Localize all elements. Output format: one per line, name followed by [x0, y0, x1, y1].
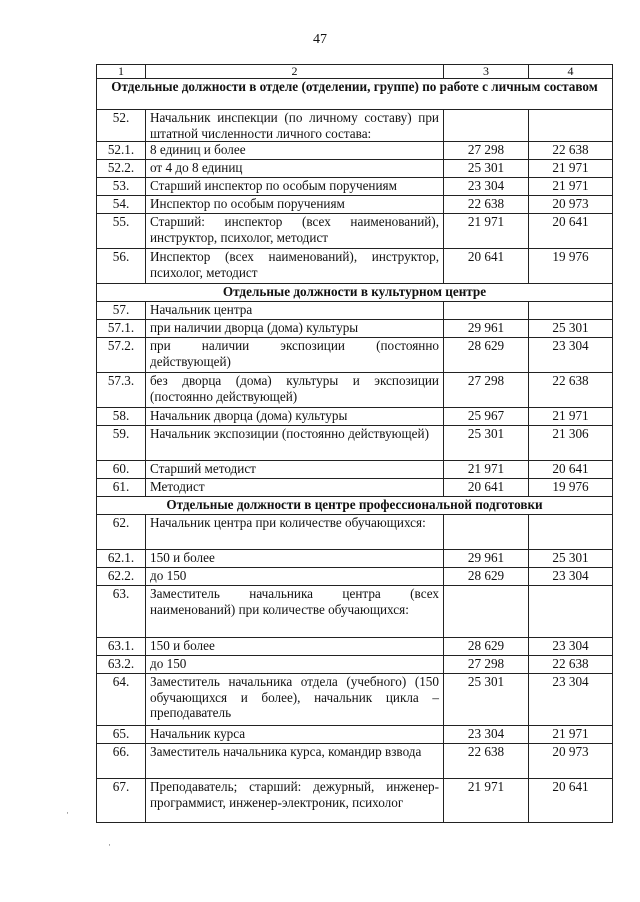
position-title: Заместитель начальника курса, командир взвода	[146, 744, 444, 779]
salary-col-3: 21 971	[444, 779, 529, 823]
salary-col-3: 28 629	[444, 568, 529, 586]
salary-col-3: 27 298	[444, 373, 529, 408]
salary-col-4: 21 971	[529, 160, 613, 178]
table-row	[97, 320, 613, 338]
row-number: 57.1.	[97, 320, 146, 338]
salary-col-3: 27 298	[444, 656, 529, 674]
salary-col-4: 21 971	[529, 178, 613, 196]
salary-col-3: 21 971	[444, 461, 529, 479]
position-title: Начальник дворца (дома) культуры	[146, 408, 444, 426]
row-number: 52.	[97, 110, 146, 142]
row-number: 64.	[97, 674, 146, 726]
position-title: Заместитель начальника центра (всех наименований) при количестве обучающихся:	[146, 586, 444, 638]
table-row	[97, 550, 613, 568]
table-row	[97, 515, 613, 550]
position-title: до 150	[146, 568, 444, 586]
position-title: Старший методист	[146, 461, 444, 479]
table-row	[97, 656, 613, 674]
page-number: 47	[313, 32, 327, 47]
table-row	[97, 461, 613, 479]
table-row	[97, 779, 613, 823]
position-title: 150 и более	[146, 550, 444, 568]
salary-col-4: 23 304	[529, 638, 613, 656]
salary-col-4: 22 638	[529, 373, 613, 408]
salary-col-3: 25 967	[444, 408, 529, 426]
row-number: 53.	[97, 178, 146, 196]
salary-col-4	[529, 302, 613, 320]
salary-col-4: 21 306	[529, 426, 613, 461]
salary-col-4: 23 304	[529, 338, 613, 373]
salary-col-3: 28 629	[444, 638, 529, 656]
row-number: 57.3.	[97, 373, 146, 408]
table-row	[97, 674, 613, 726]
position-title: без дворца (дома) культуры и экспозиции (постоянно действующей)	[146, 373, 444, 408]
row-number: 55.	[97, 214, 146, 249]
table-row	[97, 479, 613, 497]
row-number: 63.	[97, 586, 146, 638]
position-title: Начальник центра	[146, 302, 444, 320]
table-row	[97, 408, 613, 426]
salary-col-4: 20 641	[529, 461, 613, 479]
row-number: 63.1.	[97, 638, 146, 656]
salary-col-3: 23 304	[444, 726, 529, 744]
position-title: Начальник центра при количестве обучающихся:	[146, 515, 444, 550]
position-title: Преподаватель; старший: дежурный, инженер-программист, инженер-электроник, психолог	[146, 779, 444, 823]
row-number: 63.2.	[97, 656, 146, 674]
table-row	[97, 426, 613, 461]
salary-col-3: 23 304	[444, 178, 529, 196]
salary-col-3: 29 961	[444, 550, 529, 568]
position-title: Начальник экспозиции (постоянно действующей)	[146, 426, 444, 461]
salary-col-4: 25 301	[529, 550, 613, 568]
salary-col-3: 20 641	[444, 249, 529, 284]
header-col-4: 4	[529, 65, 613, 79]
salary-col-4: 19 976	[529, 249, 613, 284]
row-number: 62.	[97, 515, 146, 550]
salary-col-4: 20 973	[529, 196, 613, 214]
salary-col-4	[529, 110, 613, 142]
row-number: 60.	[97, 461, 146, 479]
table-header-row	[97, 65, 613, 79]
row-number: 52.1.	[97, 142, 146, 160]
row-number: 62.2.	[97, 568, 146, 586]
position-title: при наличии дворца (дома) культуры	[146, 320, 444, 338]
table-row	[97, 110, 613, 142]
salary-table	[96, 64, 613, 823]
table-row	[97, 638, 613, 656]
row-number: 57.	[97, 302, 146, 320]
salary-col-4: 21 971	[529, 726, 613, 744]
salary-col-4: 22 638	[529, 656, 613, 674]
position-title: Инспектор по особым поручениям	[146, 196, 444, 214]
salary-col-3: 27 298	[444, 142, 529, 160]
row-number: 62.1.	[97, 550, 146, 568]
row-number: 61.	[97, 479, 146, 497]
table-row	[97, 196, 613, 214]
position-title: Старший инспектор по особым поручениям	[146, 178, 444, 196]
position-title: 150 и более	[146, 638, 444, 656]
row-number: 56.	[97, 249, 146, 284]
salary-col-4	[529, 586, 613, 638]
row-number: 66.	[97, 744, 146, 779]
section-title: Отдельные должности в центре профессиональной подготовки	[97, 497, 613, 515]
table-row	[97, 373, 613, 408]
row-number: 54.	[97, 196, 146, 214]
position-title: Начальник инспекции (по личному составу) при штатной численности личного состава:	[146, 110, 444, 142]
row-number: 65.	[97, 726, 146, 744]
salary-col-3: 28 629	[444, 338, 529, 373]
salary-col-4: 22 638	[529, 142, 613, 160]
table-row	[97, 338, 613, 373]
section-title: Отдельные должности в культурном центре	[97, 284, 613, 302]
header-col-2: 2	[146, 65, 444, 79]
salary-col-4: 20 973	[529, 744, 613, 779]
salary-col-4	[529, 515, 613, 550]
position-title: при наличии экспозиции (постоянно действующей)	[146, 338, 444, 373]
row-number: 58.	[97, 408, 146, 426]
header-col-3: 3	[444, 65, 529, 79]
table-row	[97, 178, 613, 196]
section-title: Отдельные должности в отделе (отделении, группе) по работе с личным составом	[97, 79, 613, 110]
section-row	[97, 79, 613, 110]
position-title: Старший: инспектор (всех наименований), инструктор, психолог, методист	[146, 214, 444, 249]
row-number: 57.2.	[97, 338, 146, 373]
table-row	[97, 160, 613, 178]
table-row	[97, 568, 613, 586]
table-row	[97, 302, 613, 320]
salary-col-4: 25 301	[529, 320, 613, 338]
table-row	[97, 726, 613, 744]
position-title: от 4 до 8 единиц	[146, 160, 444, 178]
salary-col-3: 20 641	[444, 479, 529, 497]
salary-col-4: 21 971	[529, 408, 613, 426]
salary-col-3	[444, 586, 529, 638]
row-number: 59.	[97, 426, 146, 461]
salary-col-4: 20 641	[529, 214, 613, 249]
salary-col-4: 23 304	[529, 674, 613, 726]
position-title: Методист	[146, 479, 444, 497]
table-row	[97, 142, 613, 160]
salary-col-3: 21 971	[444, 214, 529, 249]
table-row	[97, 744, 613, 779]
table-row	[97, 214, 613, 249]
position-title: до 150	[146, 656, 444, 674]
section-row	[97, 497, 613, 515]
position-title: 8 единиц и более	[146, 142, 444, 160]
header-col-1: 1	[97, 65, 146, 79]
salary-col-3: 22 638	[444, 196, 529, 214]
section-row	[97, 284, 613, 302]
salary-col-3: 22 638	[444, 744, 529, 779]
salary-col-4: 23 304	[529, 568, 613, 586]
salary-col-3	[444, 110, 529, 142]
row-number: 67.	[97, 779, 146, 823]
salary-col-3: 29 961	[444, 320, 529, 338]
row-number: 52.2.	[97, 160, 146, 178]
salary-col-3	[444, 515, 529, 550]
salary-col-3: 25 301	[444, 674, 529, 726]
table-row	[97, 249, 613, 284]
salary-col-4: 19 976	[529, 479, 613, 497]
salary-col-3: 25 301	[444, 426, 529, 461]
salary-col-3	[444, 302, 529, 320]
position-title: Начальник курса	[146, 726, 444, 744]
salary-col-3: 25 301	[444, 160, 529, 178]
position-title: Инспектор (всех наименований), инструктор, психолог, методист	[146, 249, 444, 284]
table-row	[97, 586, 613, 638]
salary-col-4: 20 641	[529, 779, 613, 823]
position-title: Заместитель начальника отдела (учебного) (150 обучающихся и более), начальник цикла – преподаватель	[146, 674, 444, 726]
